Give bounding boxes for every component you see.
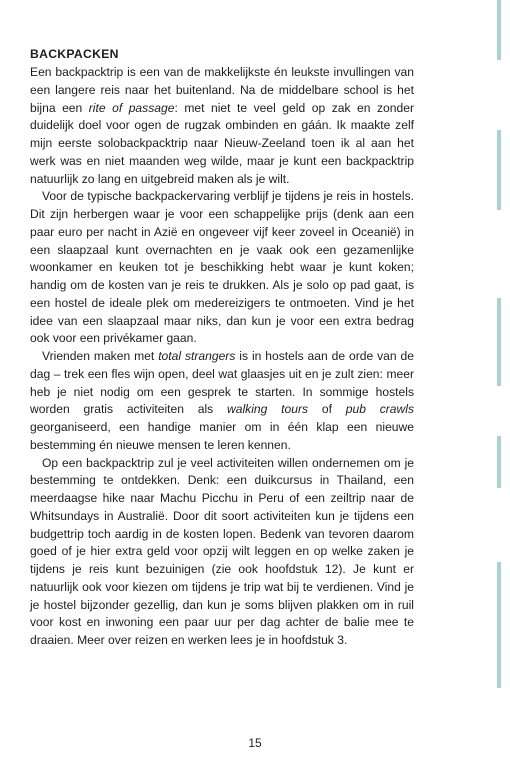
section-heading: BACKPACKEN	[30, 47, 119, 61]
paragraph	[30, 188, 414, 348]
text-segment: georganiseerd, een handige manier om in één klap een nieuwe bestemming én nieuwe mensen te leren kennen.	[30, 420, 414, 452]
paragraph	[30, 455, 414, 650]
italic-text-segment: rite of passage	[88, 100, 175, 115]
text-segment: : met niet te veel geld op zak en zonder duidelijk doel voor ogen de rugzak ombinden en gáán. Ik maakte zelf mijn eerste solobackpacktrip naar Nieuw-Zeeland toen ik al aan het werk was en niet maanden weg wilde, maar je kunt een backpacktrip natuurlijk zo lang en uitgebreid maken als je wilt.	[30, 100, 414, 186]
body-text-column	[30, 45, 414, 650]
margin-tab-marker	[497, 436, 501, 488]
text-segment: Vrienden maken met	[42, 349, 159, 363]
italic-text-segment: walking tours	[227, 402, 309, 417]
margin-tab-marker	[497, 130, 501, 210]
italic-text-segment: total strangers	[158, 349, 236, 363]
margin-tab-marker	[497, 298, 501, 386]
text-segment: Voor de typische backpackervaring verblijf je tijdens je reis in hostels. Dit zijn herbergen waar je voor een schappelijke prijs (denk aan een paar euro per nacht in Azië en ongeveer vijf keer zoveel in Oceanië) in een slaapzaal kunt overnachten en je vaak ook een gezamenlijke woonkamer en keuken tot je beschikking hebt waar je kunt koken; handig om de kosten van je reis te drukken. Als je solo op pad gaat, is een hostel de ideale plek om medereizigers te ontmoeten. Vind je het idee van een slaapzaal maar niks, dan kun je voor een extra bedrag ook voor een privékamer gaan.	[30, 189, 414, 346]
paragraph	[30, 348, 414, 455]
margin-tab-marker	[497, 562, 501, 688]
paragraph	[30, 64, 414, 188]
text-segment: is in hostels aan de orde van de dag – trek een fles wijn open, deel wat glaasjes uit en je zult zien: meer heb je niet nodig om een gesprek te starten. In sommige hostels worden gratis activiteiten als	[30, 349, 414, 417]
text-segment: of	[308, 402, 346, 417]
italic-text-segment: pub crawls	[345, 402, 414, 417]
text-segment: Een backpacktrip is een van de makkelijkste én leukste invullingen van een langere reis naar het buitenland. Na de middelbare school is het bijna een	[30, 65, 414, 115]
page-number: 15	[248, 736, 262, 750]
margin-tab-marker	[497, 0, 501, 60]
text-segment: Op een backpacktrip zul je veel activiteiten willen ondernemen om je bestemming te ontdekken. Denk: een duikcursus in Thailand, een meerdaagse hike naar Machu Picchu in Peru of een zeiltrip naar de Whitsundays in Australië. Door dit soort activiteiten kun je tijdens een budgettrip toch aardig in de kosten lopen. Bedenk van tevoren daarom goed of je hier extra geld voor opzij wilt leggen en op welke zaken je tijdens je reis kunt bezuinigen (zie ook hoofdstuk 12). Je kunt er natuurlijk ook voor kiezen om tijdens je trip wat bij te verdienen. Vind je je hostel bijzonder gezellig, dan kun je soms blijven plakken om in ruil voor kost en inwoning een paar uur per dag achter de balie mee te draaien. Meer over reizen en werken lees je in hoofdstuk 3.	[30, 455, 414, 647]
